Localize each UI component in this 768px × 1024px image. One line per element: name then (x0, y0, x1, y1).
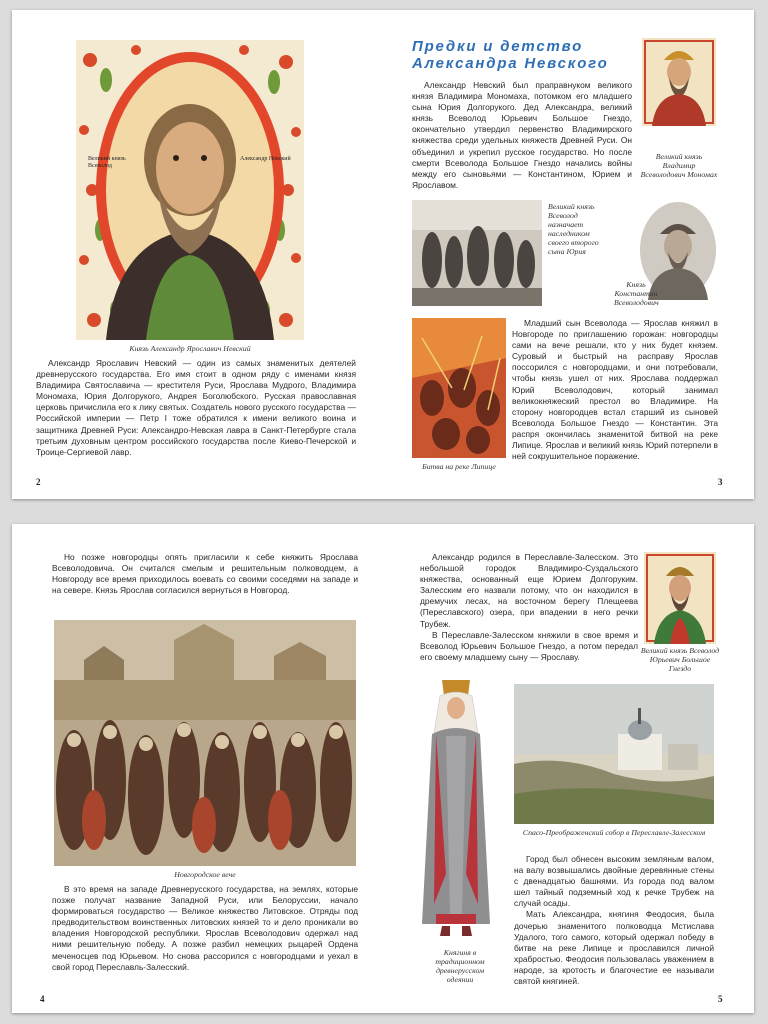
lipitsa-battle-caption: Битва на реке Липице (422, 462, 496, 471)
monomakh-caption: Великий князь Владимир Всеволодович Мономах (640, 152, 718, 179)
cathedral-caption: Спасо-Преображенский собор в Переславле-Залесском (522, 828, 706, 837)
portrait-caption: Князь Александр Ярославич Невский (129, 344, 251, 353)
vsevolod-heir-image (412, 200, 542, 306)
body-paragraph: В Переславле-Залесском княжили в свое время и Всеволод Юрьевич Большое Гнездо, а потом передал его своему младшему сыну — Ярославу. (420, 629, 638, 662)
body-paragraph: Младший сын Всеволода — Ярослав княжил в Новгороде по приглашению горожан: новгородцы сами на вече решали, кто у них будет князем. Суровый и быстрый на расправу Ярослав поссорился с новгородцами, и они потребовали, чтобы князь ушел от них. Ярослава поддержал Юрий Всеволодович, который занимал великокняжеский престол во Владимире. На сторону новгородцев встал старший из сыновей Всеволода Большое Гнездо — Константин. Эта распря окончилась знаменитой битвой на реке Липице. Ярослав и великий князь Юрий потерпели в ней сокрушительное поражение. (512, 318, 718, 462)
body-paragraph: Город был обнесен высоким земляным валом, на валу возвышались двойные деревянные стены с двенадцатью башнями. Из города под валом шел тайный подземный ход к речке Трубеж на случай осады. (514, 854, 714, 909)
novgorod-veche-image (54, 620, 356, 866)
monomakh-portrait-image (642, 38, 716, 126)
spread-top (12, 10, 754, 499)
chapter-title (412, 38, 642, 72)
page-number: 4 (40, 994, 45, 1004)
vsevolod-big-nest-caption: Великий князь Всеволод Юрьевич Большое Гнездо (640, 646, 720, 673)
chapter-title-line1: Предки и детство (412, 38, 584, 55)
cathedral-image (514, 684, 714, 824)
body-paragraph: Александр Невский был праправнуком великого князя Владимира Мономаха, потомком его младшего сына Юрия Долгорукого. Дед Александра, великий князь Всеволод Юрьевич Большое Гнездо, окончательно утвердил первенство Владимирского княжества среди удельных княжеств Древней Руси. Он объединил и укрепил русское государство. Но после смерти Всеволода Большое Гнездо начались войны между его сыновьями — Константином, Юрием и Ярославом. (412, 80, 632, 190)
body-paragraph: В это время на западе Древнерусского государства, на землях, которые позже получат название Западной Руси, или Белоруссии, начало формироваться государство — Великое княжество Литовское. Отряды под предводительством воинственных литовских князей то и дело проникали во владения Новгородской республики. Ярослав Всеволодович одержал над ними решительную победу. А позже разбил немецких рыцарей Ордена меченосцев под Юрьевом. Но снова рассорился с новгородцами и уехал в свой город Переславль-Залесский. (52, 884, 358, 972)
portrait-inscription-right: Александр Невский (240, 156, 291, 162)
nevsky-portrait-image (76, 40, 304, 340)
portrait-inscription-left: Великий князь Всеволод (88, 156, 126, 169)
page-number: 5 (718, 994, 723, 1004)
body-paragraph: Александр родился в Переславле-Залесском. Это небольшой городок Владимиро-Суздальского княжества, основанный еще Юрием Долгоруким. Залесским его назвали потому, что он находился в дремучих лесах, на восточном берегу Плещеева (Переславского) озера, при впадении в него речки Трубеж. (420, 552, 638, 629)
vsevolod-heir-caption: Великий князь Всеволод назначает наследником своего второго сына Юрия (548, 202, 599, 256)
page5-story (514, 854, 714, 987)
page-number: 3 (718, 477, 723, 487)
konstantin-caption: Князь Константин Всеволодович (614, 280, 659, 307)
princess-image (406, 674, 506, 944)
page-number: 2 (36, 477, 41, 487)
right-page-intro (412, 80, 632, 191)
body-paragraph: Александр Ярославич Невский — один из самых знаменитых деятелей древнерусского государства. Его имя стоит в одном ряду с именами князя Владимира Святославича — крестителя Руси, Ярослава Мудрого, Владимира Мономаха, Юрия Долгорукого, Андрея Боголюбского. Русская православная церковь причислила его к лику святых. Создатель нового русского государства — Российской империи — Петр I тоже обратился к имени великого воина и защитника Древней Руси: Александро-Невская лавра в Санкт-Петербурге стала третьим духовным центром российского государства после Киево-Печерской и Троице-Сергиевой лавр. (36, 358, 356, 457)
spread-bottom (12, 524, 754, 1013)
right-page-story (512, 318, 718, 462)
princess-caption: Княгиня в традиционном древнерусском одеянии (435, 948, 485, 984)
page4-intro (52, 552, 358, 596)
page5-intro (420, 552, 638, 663)
body-paragraph: Но позже новгородцы опять пригласили к себе княжить Ярослава Всеволодовича. Он считался смелым и решительным полководцем, а Новгороду все время приходилось воевать со своими соседями на западе и на севере. Князь Ярослав согласился вернуться в Новгород. (52, 552, 358, 596)
chapter-title-line2: Александра Невского (412, 55, 609, 72)
novgorod-veche-caption: Новгородское вече (174, 870, 236, 879)
vsevolod-portrait-image (644, 552, 716, 644)
left-page-body (36, 358, 356, 458)
page4-story (52, 884, 358, 973)
body-paragraph: Мать Александра, княгиня Феодосия, была дочерью знаменитого полководца Мстислава Удалого, того самого, который одержал победу в битве на реке Липице и прославился личной храбростью. Феодосия пользовалась уважением в народе, за кротость и благочестие ее называли святой княгиней. (514, 909, 714, 987)
lipitsa-battle-image (412, 318, 506, 458)
